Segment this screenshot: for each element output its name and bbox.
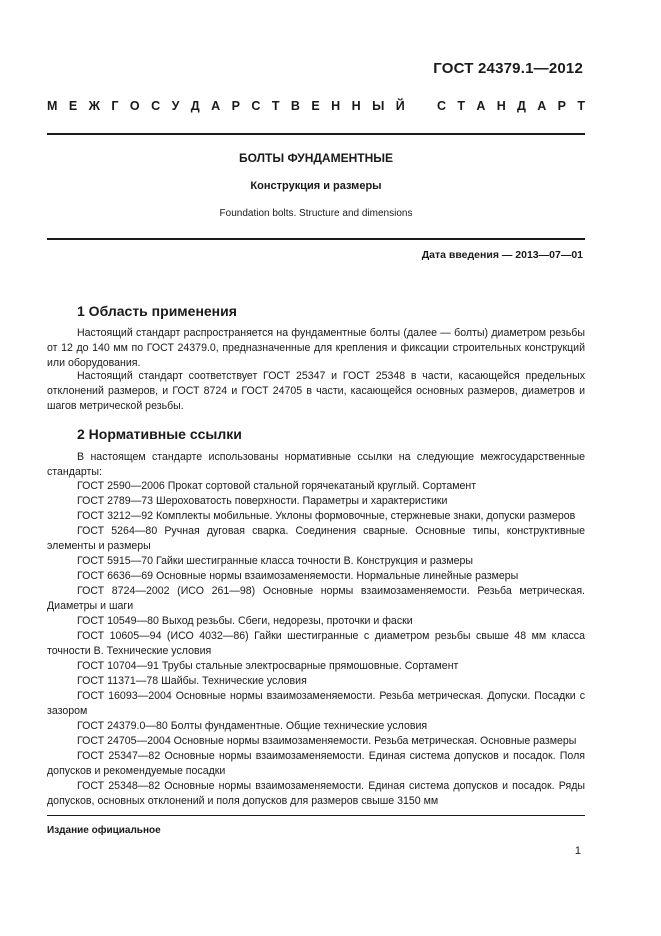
reference-item: ГОСТ 6636—69 Основные нормы взаимозаменяемости. Нормальные линейные размеры bbox=[77, 570, 519, 582]
section-heading-scope: 1 Область применения bbox=[77, 303, 237, 319]
reference-item: ГОСТ 8724—2002 (ИСО 261—98) Основные нормы взаимозаменяемости. Резьба метрическая. Диаметры и шаги bbox=[47, 585, 585, 612]
reference-item: ГОСТ 2590—2006 Прокат сортовой стальной горячекатаный круглый. Сортамент bbox=[77, 480, 477, 492]
english-title: Foundation bolts. Structure and dimensions bbox=[219, 208, 413, 219]
banner-letter: С bbox=[251, 99, 261, 113]
official-edition-label: Издание официальное bbox=[47, 825, 161, 836]
banner-letter: Н bbox=[331, 99, 341, 113]
title-divider bbox=[47, 238, 585, 240]
document-subtitle: Конструкция и размеры bbox=[250, 180, 382, 192]
reference-item: ГОСТ 16093—2004 Основные нормы взаимозаменяемости. Резьба метрическая. Допуски. Посадки с зазором bbox=[47, 690, 585, 717]
banner-letter: Ж bbox=[88, 99, 100, 113]
reference-item: ГОСТ 5915—70 Гайки шестигранные класса точности В. Конструкция и размеры bbox=[77, 555, 474, 567]
banner-letter: Т bbox=[577, 99, 585, 113]
reference-item: ГОСТ 10704—91 Трубы стальные электросварные прямошовные. Сортамент bbox=[77, 660, 459, 672]
document-number: ГОСТ 24379.1—2012 bbox=[433, 60, 583, 77]
banner-letter: С bbox=[437, 99, 447, 113]
reference-item: ГОСТ 10605—94 (ИСО 4032—86) Гайки шестигранные с диаметром резьбы свыше 48 мм класса точности В. Технические условия bbox=[47, 630, 585, 657]
reference-item: ГОСТ 25347—82 Основные нормы взаимозаменяемости. Единая система допусков и посадок. Поля допусков и рекомендуемые посадки bbox=[47, 750, 585, 777]
reference-item: ГОСТ 24379.0—80 Болты фундаментные. Общие технические условия bbox=[77, 720, 428, 732]
document-title: БОЛТЫ ФУНДАМЕНТНЫЕ bbox=[238, 151, 394, 165]
banner-letter: Т bbox=[271, 99, 280, 113]
scope-paragraph: Настоящий стандарт соответствует ГОСТ 25347 и ГОСТ 25348 в части, касающейся предельных отклонений размеров, и ГОСТ 8724 и ГОСТ 24705 в части, касающейся основных размеров, диаметров и шагов метрической резьбы. bbox=[47, 370, 585, 412]
banner-letter: У bbox=[171, 99, 180, 113]
banner-letter: Е bbox=[311, 99, 320, 113]
banner-word-standard bbox=[437, 99, 585, 113]
reference-item: ГОСТ 25348—82 Основные нормы взаимозаменяемости. Единая система допусков и посадок. Ряды допусков, основных отклонений и поля допусков для размеров свыше 3150 мм bbox=[47, 780, 585, 807]
reference-item: ГОСТ 3212—92 Комплекты мобильные. Уклоны формовочные, стержневые знаки, допуски размеров bbox=[77, 510, 576, 522]
page-number: 1 bbox=[574, 845, 581, 857]
section-heading-normative-references: 2 Нормативные ссылки bbox=[77, 426, 242, 442]
banner-letter: Р bbox=[557, 99, 566, 113]
banner-letter: Н bbox=[351, 99, 361, 113]
introduction-date: Дата введения — 2013—07—01 bbox=[421, 249, 583, 261]
banner-letter: Д bbox=[190, 99, 200, 113]
banner-letter: С bbox=[151, 99, 161, 113]
references-intro: В настоящем стандарте использованы нормативные ссылки на следующие межгосударственные стандарты: bbox=[47, 451, 585, 478]
banner-letter: А bbox=[537, 99, 547, 113]
reference-item: ГОСТ 5264—80 Ручная дуговая сварка. Соединения сварные. Основные типы, конструктивные элементы и размеры bbox=[47, 525, 585, 552]
footer-divider bbox=[47, 815, 585, 816]
interstate-standard-banner bbox=[47, 99, 585, 113]
references-list bbox=[47, 479, 585, 809]
banner-letter: Й bbox=[395, 99, 405, 113]
banner-letter: А bbox=[476, 99, 486, 113]
banner-letter: Е bbox=[68, 99, 78, 113]
reference-item: ГОСТ 24705—2004 Основные нормы взаимозаменяемости. Резьба метрическая. Основные размеры bbox=[77, 735, 577, 747]
banner-letter: Т bbox=[457, 99, 465, 113]
banner-letter: Г bbox=[111, 99, 119, 113]
header-divider bbox=[47, 133, 585, 135]
reference-item: ГОСТ 2789—73 Шероховатость поверхности. Параметры и характеристики bbox=[77, 495, 448, 507]
banner-letter: Д bbox=[517, 99, 526, 113]
reference-item: ГОСТ 11371—78 Шайбы. Технические условия bbox=[77, 675, 307, 687]
banner-letter: В bbox=[290, 99, 300, 113]
scope-paragraph: Настоящий стандарт распространяется на фундаментные болты (далее — болты) диаметром резьбы от 12 до 140 мм по ГОСТ 24379.0, предназначенные для крепления и фиксации строительных конструкций или оборудования. bbox=[47, 327, 585, 369]
banner-letter: Ы bbox=[372, 99, 385, 113]
banner-letter: Р bbox=[231, 99, 240, 113]
reference-item: ГОСТ 10549—80 Выход резьбы. Сбеги, недорезы, проточки и фаски bbox=[77, 615, 413, 627]
banner-word-interstate bbox=[47, 99, 405, 113]
banner-letter: А bbox=[211, 99, 221, 113]
banner-letter: М bbox=[47, 99, 58, 113]
banner-letter: Н bbox=[496, 99, 506, 113]
banner-letter: О bbox=[129, 99, 140, 113]
